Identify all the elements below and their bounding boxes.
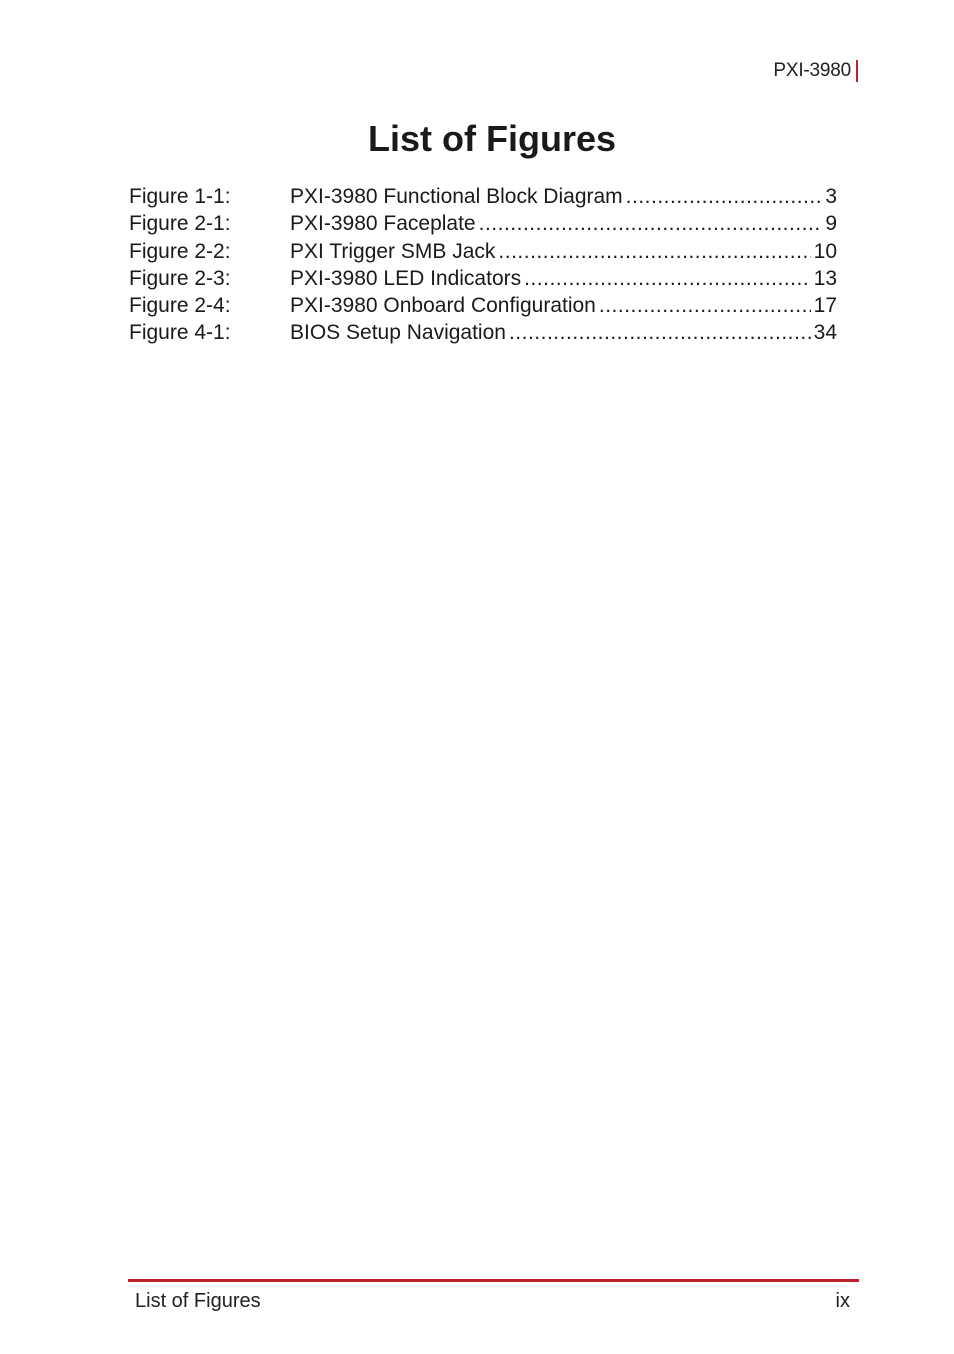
figure-number: Figure 4-1: bbox=[129, 321, 231, 345]
dot-leader bbox=[509, 319, 811, 346]
figure-page: 10 bbox=[813, 239, 837, 263]
figure-title: BIOS Setup Navigation bbox=[290, 321, 506, 345]
dot-leader bbox=[498, 238, 810, 265]
figure-title: PXI Trigger SMB Jack bbox=[290, 239, 496, 263]
toc-entry[interactable] bbox=[129, 238, 837, 265]
toc-entry[interactable] bbox=[129, 210, 837, 237]
dot-leader bbox=[524, 265, 811, 292]
header-product-name: PXI-3980 bbox=[773, 60, 851, 81]
figure-number: Figure 2-3: bbox=[129, 266, 231, 290]
footer-rule bbox=[128, 1279, 859, 1282]
toc-entry[interactable] bbox=[129, 265, 837, 292]
figure-page: 3 bbox=[825, 185, 837, 208]
figure-page: 9 bbox=[825, 212, 837, 236]
figure-number: Figure 2-1: bbox=[129, 212, 231, 236]
figure-title: PXI-3980 Functional Block Diagram bbox=[290, 185, 623, 208]
figure-page: 17 bbox=[813, 294, 837, 318]
running-header bbox=[773, 60, 858, 82]
dot-leader bbox=[626, 183, 823, 210]
toc-entry[interactable] bbox=[129, 292, 837, 319]
figure-title: PXI-3980 Faceplate bbox=[290, 212, 476, 236]
figure-title: PXI-3980 LED Indicators bbox=[290, 266, 522, 290]
toc-entry[interactable] bbox=[129, 183, 837, 210]
figure-page: 34 bbox=[813, 321, 837, 345]
footer-section-title: List of Figures bbox=[135, 1290, 261, 1312]
figure-number: Figure 2-4: bbox=[129, 294, 231, 318]
figure-number: Figure 1-1: bbox=[129, 185, 231, 208]
dot-leader bbox=[479, 210, 823, 237]
figure-number: Figure 2-2: bbox=[129, 239, 231, 263]
figure-list bbox=[129, 183, 837, 347]
toc-entry[interactable] bbox=[129, 319, 837, 346]
dot-leader bbox=[599, 292, 811, 319]
page-title: List of Figures bbox=[367, 118, 616, 159]
figure-page: 13 bbox=[813, 266, 837, 290]
figure-title: PXI-3980 Onboard Configuration bbox=[290, 294, 596, 318]
footer-page-number: ix bbox=[835, 1290, 850, 1312]
header-accent-bar bbox=[856, 60, 858, 82]
